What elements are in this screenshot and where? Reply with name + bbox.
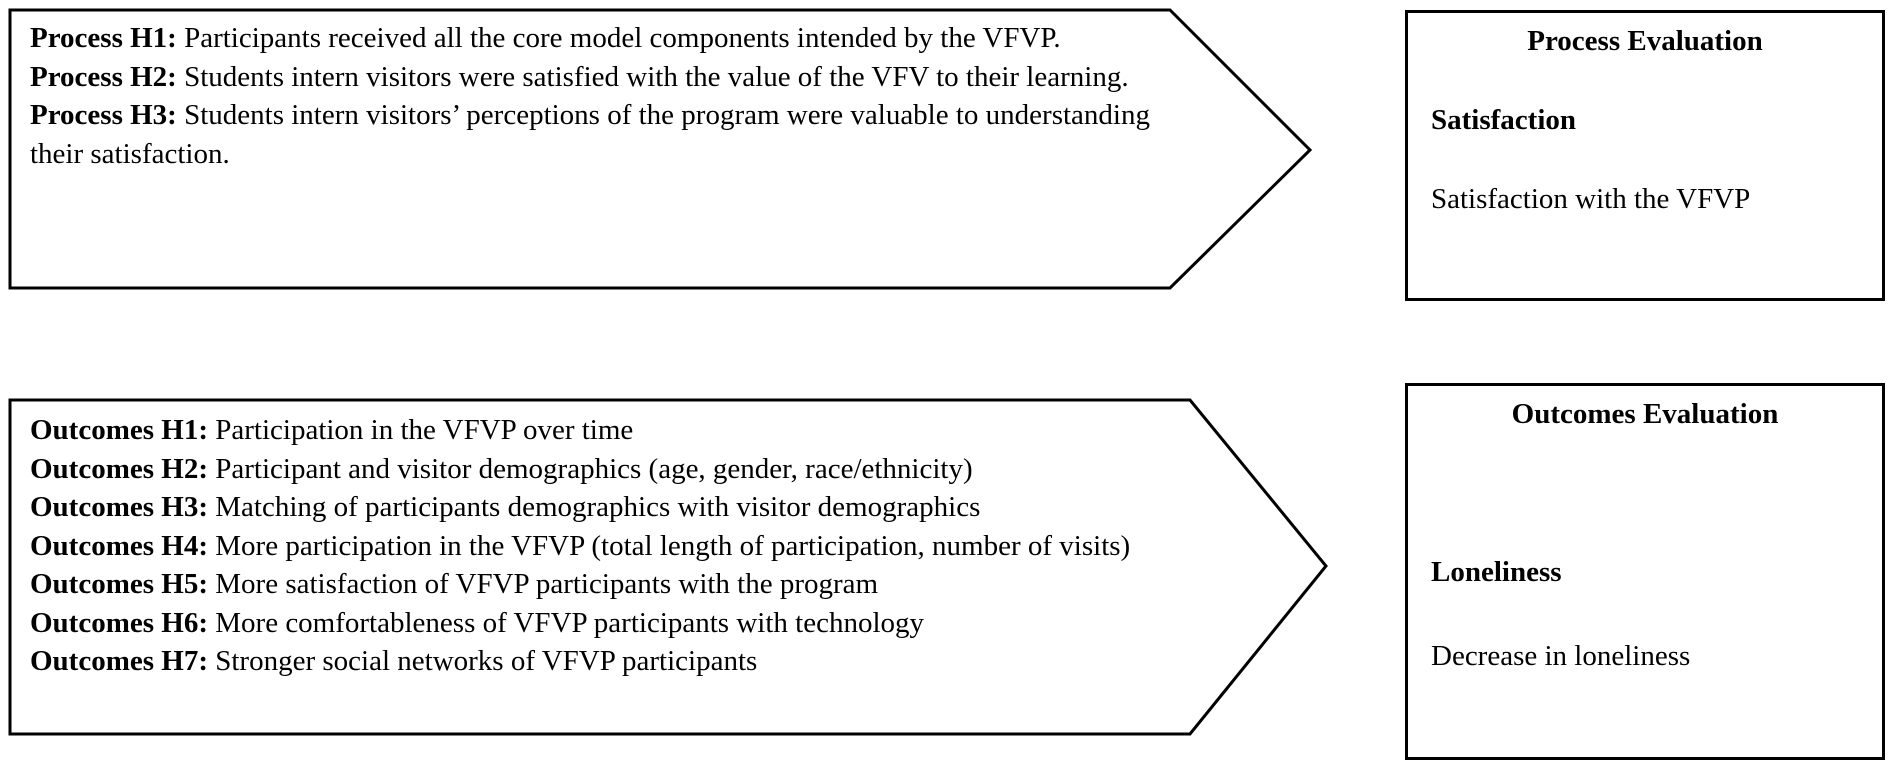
outcomes-hypothesis-h1 [30,411,1200,450]
loneliness-heading: Loneliness [1431,556,1562,588]
hypothesis-label: Outcomes H1: [30,414,208,446]
satisfaction-heading: Satisfaction [1431,104,1576,136]
hypothesis-label: Outcomes H7: [30,645,208,677]
outcomes-hypothesis-h6 [30,604,1200,643]
outcomes-evaluation-box [1405,383,1885,760]
hypothesis-label: Outcomes H2: [30,452,208,485]
hypothesis-text: Students intern visitors were satisfied with the value of the VFV to their learning. [176,60,1129,93]
outcomes-hypothesis-h4 [30,527,1200,566]
hypothesis-text: Participants received all the core model components intended by the VFVP. [176,22,1061,54]
satisfaction-description: Satisfaction with the VFVP [1431,183,1751,215]
process-hypothesis-h3 [30,96,1150,173]
hypothesis-label: Outcomes H4: [30,529,208,562]
process-evaluation-box [1405,10,1885,301]
outcomes-hypotheses-list [30,411,1200,681]
outcomes-hypothesis-h2 [30,450,1200,489]
hypothesis-text: Students intern visitors’ perceptions of the program were valuable to understanding their satisfaction. [30,99,1150,170]
hypothesis-label: Outcomes H5: [30,568,208,600]
loneliness-description: Decrease in loneliness [1431,640,1691,672]
process-hypothesis-h1 [30,19,1150,58]
hypothesis-label: Process H2: [30,60,177,93]
hypothesis-text: More participation in the VFVP (total length of participation, number of visits) [208,529,1131,562]
outcomes-hypothesis-h5 [30,565,1200,604]
process-evaluation-title: Process Evaluation [1527,25,1763,57]
hypothesis-text: Participant and visitor demographics (age, gender, race/ethnicity) [208,452,973,485]
hypothesis-label: Outcomes H3: [30,491,208,523]
process-hypothesis-h2 [30,58,1150,97]
process-hypotheses-list [30,19,1150,173]
outcomes-hypothesis-h3 [30,488,1200,527]
hypothesis-text: Participation in the VFVP over time [208,414,634,446]
hypothesis-label: Process H3: [30,99,177,131]
hypothesis-text: More satisfaction of VFVP participants with the program [208,568,879,600]
hypothesis-text: More comfortableness of VFVP participants with technology [208,606,925,639]
hypothesis-text: Stronger social networks of VFVP participants [208,645,758,677]
hypothesis-label: Outcomes H6: [30,606,208,639]
outcomes-evaluation-title: Outcomes Evaluation [1511,398,1779,430]
hypothesis-label: Process H1: [30,22,177,54]
hypothesis-text: Matching of participants demographics with visitor demographics [208,491,981,523]
outcomes-hypothesis-h7 [30,642,1200,681]
